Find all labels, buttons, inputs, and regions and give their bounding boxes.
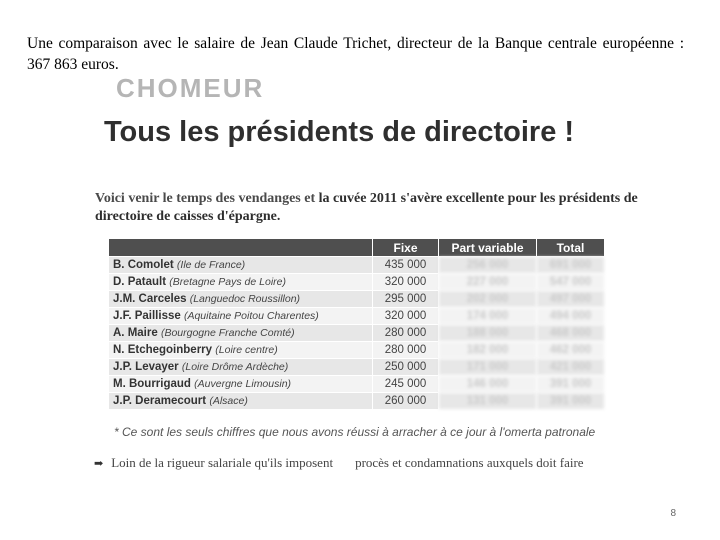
total-cell-blurred: 462 000 <box>537 342 605 359</box>
director-region: (Auvergne Limousin) <box>194 378 292 390</box>
fixe-cell: 320 000 <box>373 274 439 291</box>
variable-cell-blurred: 146 000 <box>439 376 537 393</box>
variable-cell-blurred: 171 000 <box>439 359 537 376</box>
fixe-cell: 435 000 <box>373 257 439 274</box>
table-row <box>109 274 605 291</box>
director-region: (Alsace) <box>209 395 248 407</box>
director-region: (Loire centre) <box>215 344 278 356</box>
director-region: (Ile de France) <box>176 259 246 271</box>
director-name: A. Maire <box>113 327 158 339</box>
name-cell <box>109 291 373 308</box>
variable-cell-blurred: 174 000 <box>439 308 537 325</box>
table-row <box>109 342 605 359</box>
table-row <box>109 291 605 308</box>
newspaper-clipping <box>86 73 700 470</box>
table-footnote: * Ce sont les seuls chiffres que nous avons réussi à arracher à ce jour à l'omerta patronale <box>114 425 596 439</box>
fixe-cell: 250 000 <box>373 359 439 376</box>
director-name: J.P. Levayer <box>113 361 179 373</box>
name-cell <box>109 342 373 359</box>
fixe-cell: 280 000 <box>373 342 439 359</box>
variable-cell-blurred: 188 000 <box>439 325 537 342</box>
header-variable: Part variable <box>439 239 537 257</box>
fixe-cell: 260 000 <box>373 393 439 410</box>
director-name: J.M. Carceles <box>113 293 187 305</box>
fixe-cell: 320 000 <box>373 308 439 325</box>
director-name: J.F. Paillisse <box>113 310 181 322</box>
table-row <box>109 325 605 342</box>
name-cell <box>109 376 373 393</box>
clipping-headline: Tous les présidents de directoire ! <box>104 116 575 148</box>
name-cell <box>109 359 373 376</box>
fixe-cell: 295 000 <box>373 291 439 308</box>
director-name: B. Comolet <box>113 259 174 271</box>
table-row <box>109 359 605 376</box>
table-row <box>109 376 605 393</box>
total-cell-blurred: 547 000 <box>537 274 605 291</box>
lead-part1: Voici venir le temps des vendanges et <box>95 191 319 206</box>
director-name: D. Patault <box>113 276 167 288</box>
variable-cell-blurred: 131 000 <box>439 393 537 410</box>
name-cell <box>109 393 373 410</box>
table-row <box>109 393 605 410</box>
fixe-cell: 280 000 <box>373 325 439 342</box>
table-row <box>109 308 605 325</box>
director-region: (Bretagne Pays de Loire) <box>169 276 286 288</box>
director-name: J.P. Deramecourt <box>113 395 207 407</box>
total-cell-blurred: 468 000 <box>537 325 605 342</box>
bottom-line-part2: procès et condamnations auxquels doit faire <box>355 455 584 470</box>
salary-table <box>108 238 605 410</box>
page-number: 8 <box>670 508 676 519</box>
header-total: Total <box>537 239 605 257</box>
cut-off-bottom-line <box>94 455 584 471</box>
director-name: N. Etchegoinberry <box>113 344 213 356</box>
lead-part2: la cuvée 2011 s'avère excellente pour les présidents de directoire de caisses d'épargne. <box>95 191 638 224</box>
director-region: (Bourgogne Franche Comté) <box>160 327 295 339</box>
name-cell <box>109 325 373 342</box>
total-cell-blurred: 691 000 <box>537 257 605 274</box>
arrow-bullet-icon: ➡ <box>94 458 104 470</box>
total-cell-blurred: 497 000 <box>537 291 605 308</box>
variable-cell-blurred: 227 000 <box>439 274 537 291</box>
variable-cell-blurred: 256 000 <box>439 257 537 274</box>
variable-cell-blurred: 202 000 <box>439 291 537 308</box>
total-cell-blurred: 391 000 <box>537 376 605 393</box>
table-row <box>109 257 605 274</box>
name-cell <box>109 274 373 291</box>
table-header-row <box>109 239 605 257</box>
bottom-line-part1: Loin de la rigueur salariale qu'ils imposent <box>111 455 334 470</box>
header-name <box>109 239 373 257</box>
clipping-lead <box>95 190 639 226</box>
total-cell-blurred: 494 000 <box>537 308 605 325</box>
variable-cell-blurred: 182 000 <box>439 342 537 359</box>
cut-off-title: CHOMEUR <box>116 73 265 103</box>
director-region: (Languedoc Roussillon) <box>189 293 301 305</box>
director-name: M. Bourrigaud <box>113 378 191 390</box>
director-region: (Aquitaine Poitou Charentes) <box>183 310 319 322</box>
name-cell <box>109 308 373 325</box>
total-cell-blurred: 391 000 <box>537 393 605 410</box>
name-cell <box>109 257 373 274</box>
fixe-cell: 245 000 <box>373 376 439 393</box>
director-region: (Loire Drôme Ardèche) <box>181 361 289 373</box>
header-fixe: Fixe <box>373 239 439 257</box>
intro-paragraph: Une comparaison avec le salaire de Jean Claude Trichet, directeur de la Banque centrale européenne : 367 863 euros. <box>27 35 684 73</box>
total-cell-blurred: 421 000 <box>537 359 605 376</box>
